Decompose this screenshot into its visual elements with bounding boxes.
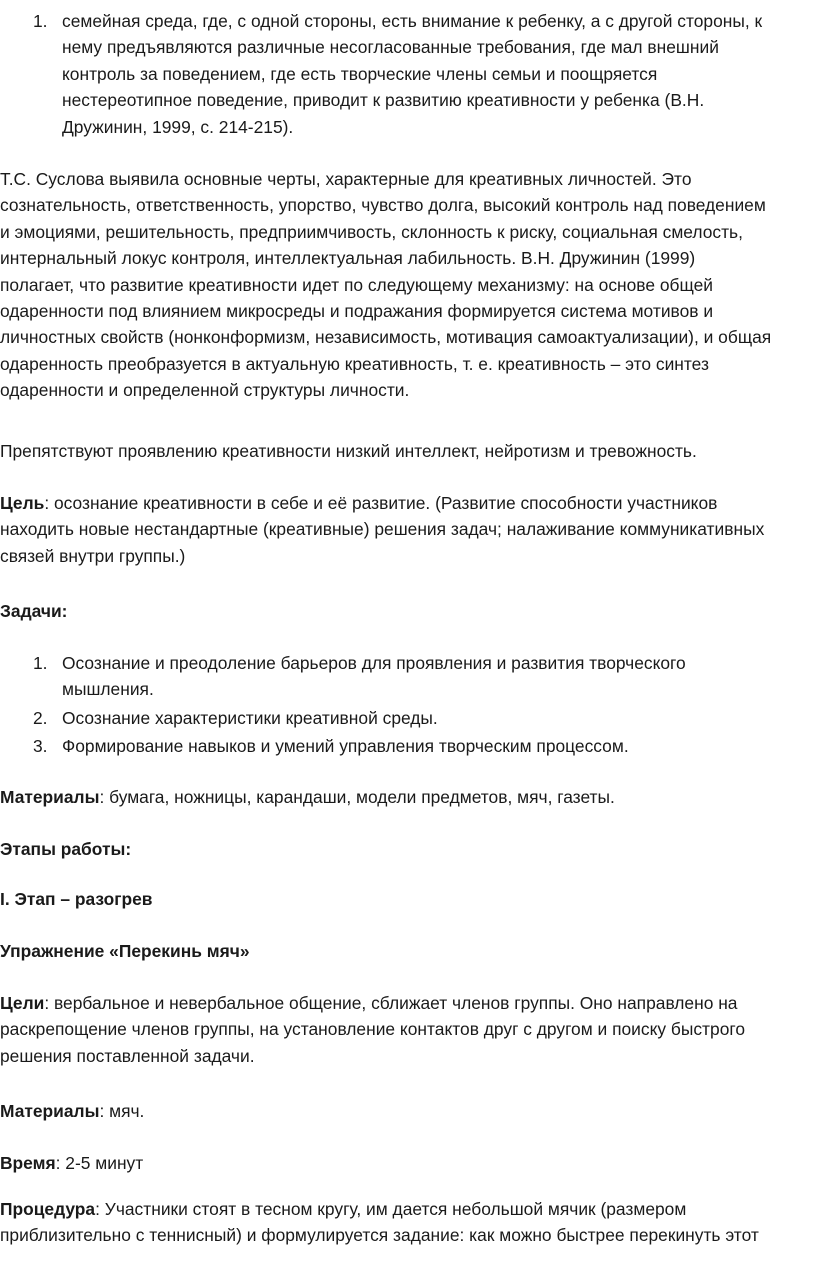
tasks-heading: Задачи: — [0, 601, 68, 621]
exercise-goals-paragraph — [0, 990, 816, 1069]
materials-label: Материалы — [0, 787, 100, 807]
text-line: одаренности и определенной структуры личности. — [0, 380, 410, 401]
text-line: Осознание характеристики креативной среды. — [62, 707, 438, 728]
list-number: 1. — [33, 11, 48, 31]
text-line: личностных свойств (нонконформизм, независимость, мотивация самоактуализации), и общая — [0, 327, 772, 348]
text-line: полагает, что развитие креативности идет по следующему механизму: на основе общей — [0, 274, 713, 295]
text-line: раскрепощение членов группы, на установление контактов друг с другом и поиску быстрого — [0, 1019, 745, 1040]
text-line: мышления. — [62, 679, 154, 700]
text-line — [0, 990, 816, 1016]
stages-heading: Этапы работы: — [0, 839, 132, 859]
text-line: Осознание и преодоление барьеров для проявления и развития творческого — [62, 653, 686, 673]
text-line: и эмоциями, решительность, предприимчивость, склонность к риску, социальная смелость, — [0, 221, 743, 242]
goal-label: Цель — [0, 493, 45, 513]
materials-text: : мяч. — [99, 1101, 145, 1121]
text-line: нему предъявляются различные несогласованные требования, где мал внешний — [62, 37, 719, 58]
text-line: Формирование навыков и умений управления творческим процессом. — [62, 736, 629, 757]
stage1-heading: I. Этап – разогрев — [0, 889, 153, 909]
paragraph-creative-traits — [0, 166, 816, 404]
text-line — [0, 1196, 816, 1222]
goals-text: : вербальное и невербальное общение, сближает членов группы. Оно направлено на — [44, 993, 738, 1013]
list-item — [0, 733, 816, 759]
text-line: Препятствуют проявлению креативности низкий интеллект, нейротизм и тревожность. — [0, 441, 697, 461]
text-line: нестереотипное поведение, приводит к развитию креативности у ребенка (В.Н. — [62, 90, 705, 111]
text-line: приблизительно с теннисный) и формулируется задание: как можно быстрее перекинуть этот — [0, 1225, 759, 1246]
text-line: интернальный локус контроля, интеллектуальная лабильность. В.Н. Дружинин (1999) — [0, 248, 696, 269]
time-paragraph — [0, 1150, 816, 1176]
text-line — [0, 490, 816, 516]
list-item — [0, 705, 816, 731]
goal-paragraph — [0, 490, 816, 569]
text-line: сознательность, ответственность, упорство, чувство долга, высокий контроль над поведением — [0, 195, 766, 216]
text-line: Дружинин, 1999, с. 214-215). — [62, 116, 294, 137]
materials-text: : бумага, ножницы, карандаши, модели предметов, мяч, газеты. — [99, 787, 615, 807]
text-line: решения поставленной задачи. — [0, 1045, 255, 1066]
text-line: семейная среда, где, с одной стороны, есть внимание к ребенку, а с другой стороны, к — [62, 11, 763, 31]
time-label: Время — [0, 1153, 56, 1173]
numbered-list-family — [0, 8, 816, 140]
materials-paragraph — [0, 784, 816, 810]
goals-label: Цели — [0, 993, 45, 1013]
exercise-materials-paragraph — [0, 1098, 816, 1124]
text-line: одаренности под влиянием микросреды и подражания формируется система мотивов и — [0, 301, 714, 322]
tasks-list — [0, 650, 816, 760]
procedure-text: : Участники стоят в тесном кругу, им дается небольшой мячик (размером — [95, 1199, 687, 1219]
text-line: контроль за поведением, где есть творческие члены семьи и поощряется — [62, 63, 658, 84]
text-line: Т.С. Суслова выявила основные черты, характерные для креативных личностей. Это — [0, 169, 692, 189]
text-line: связей внутри группы.) — [0, 545, 186, 566]
procedure-paragraph — [0, 1196, 816, 1249]
materials-label: Материалы — [0, 1101, 100, 1121]
time-text: : 2-5 минут — [55, 1153, 144, 1173]
list-item — [0, 8, 816, 140]
exercise-heading: Упражнение «Перекинь мяч» — [0, 941, 250, 961]
list-item — [0, 650, 816, 703]
text-line: находить новые нестандартные (креативные) решения задач; налаживание коммуникативных — [0, 519, 765, 540]
list-number: 2. — [33, 707, 48, 728]
paragraph-obstacles — [0, 438, 816, 464]
goal-text: : осознание креативности в себе и её развитие. (Развитие способности участников — [44, 493, 718, 513]
list-number: 3. — [33, 736, 48, 757]
text-line: одаренность преобразуется в актуальную креативность, т. е. креативность – это синтез — [0, 353, 709, 374]
procedure-label: Процедура — [0, 1199, 96, 1219]
list-number: 1. — [33, 653, 48, 673]
